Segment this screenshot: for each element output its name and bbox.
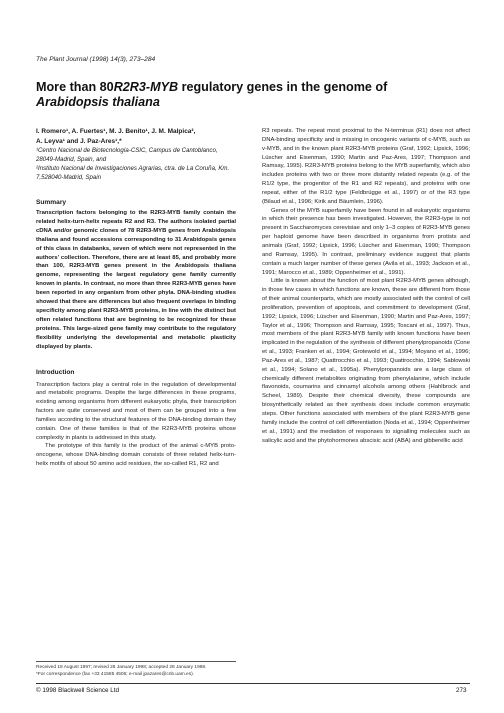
- correspondence-note: *For correspondence (fax +33 41585 4506; e-mail jpazares@cnb.uam.es).: [36, 671, 195, 677]
- summary-text: Transcription factors belonging to the R2R3-MYB family contain the related helix-turn-helix repeats R2 and R3. The authors isolated partial cDNA and/or genomic clones of 78 R2R3-MYB genes from Arabidopsis thaliana and found accessions corresponding to 31 Arabidopsis genes of this class in databanks, seven of which were not represented in the authors' collection. Therefore, there are at least 85, and probably more than 100, R2R3-MYB genes present in the Arabidopsis thaliana genome, representing the largest regulatory gene family currently known in plants. In contrast, no more than three R2R3-MYB genes have been reported in any organism from other phyla. DNA-binding studies showed that there are differences but also frequent overlaps in binding specificity among plant R2R3-MYB proteins, in line with the distinct but often related functions that are beginning to be recognized for these proteins. This large-sized gene family may contribute to the regulatory flexibility underlying the developmental and metabolic plasticity displayed by plants.: [36, 210, 236, 350]
- article-title: [36, 80, 476, 110]
- right-paragraph-1: R3 repeats. The repeat most proximal to the N-terminus (R1) does not affect DNA-binding specificity and is missing in oncogenic variants of c-MYB, such as v-MYB, and in the known plant R2R3-MYB proteins (Graf, 1992; Lipsick, 1996; Lüscher and Eisenman, 1990; Martin and Paz-Ares, 1997; Thompson and Ramsay, 1995). R2R3-MYB proteins belong to the MYB superfamily, which also includes proteins with two or three more distantly related repeats (e.g. of the R1/2 type, the progenitor of the R1 and R2 repeats), and proteins with one repeat, either of the R1/2 type (Feldbrügge et al., 1997) or of the R3 type (Bilaud et al., 1996; Kirik and Bäumlein, 1996).: [262, 128, 470, 205]
- right-paragraph-2: Genes of the MYB superfamily have been found in all eukaryotic organisms in which their presence has been investigated. However, the R2R3-type is not present in Saccharomyces cerevisiae and only 1–3 copies of R2R3-MYB genes per haploid genome have been described in organisms from protists and animals (Graf, 1992; Lipsick, 1996; Lüscher and Eisenman, 1990; Thompson and Ramsay, 1995). In contrast, preliminary evidence suggest that plants contain a much larger number of these genes (Avila et al., 1993; Jackson et al., 1991; Marocco et al., 1989; Oppenheimer et al., 1991).: [262, 207, 470, 276]
- introduction-paragraph-2: The prototype of this family is the product of the animal c-MYB proto-oncogene, whose DNA-binding domain consists of three related helix-turn-helix motifs of about 50 amino acid residues, the so-called R1, R2 and: [36, 443, 236, 468]
- journal-volume-issue: (1998) 14(3), 273–284: [89, 56, 156, 63]
- authors-line-1: I. Romero¹, A. Fuertes¹, M. J. Benito¹, J. M. Malpica²,: [36, 128, 196, 135]
- introduction-heading: Introduction: [36, 368, 75, 376]
- affiliation-1: ¹Centro Nacional de Biotecnología-CSIC, Campus de Cantoblanco, 28049-Madrid, Spain, and: [36, 147, 218, 163]
- copyright: © 1998 Blackwell Science Ltd: [36, 687, 120, 694]
- right-column: [262, 127, 470, 445]
- introduction-paragraph-1: Transcription factors play a central role in the regulation of developmental and metabolic programs. Despite the large differences in these programs, existing among organisms from different eukaryotic phyla, their transcription factors are quite conserved and most of them can be grouped into a few families according to the structural features of the DNA-binding domain they contain. One of these families is that of the R2R3-MYB proteins whose complexity in plants is addressed in this study.: [36, 381, 236, 441]
- journal-citation: [36, 56, 155, 63]
- page-number: 273: [456, 687, 467, 694]
- summary-heading: Summary: [36, 199, 67, 206]
- title-prefix: More than 80: [36, 80, 114, 94]
- affiliation-2: ²Instituto Nacional de Investigaciones Agrarias, ctra. de La Coruña, Km. 7,528040-Madrid, Spain: [36, 165, 230, 181]
- footnote: [36, 661, 236, 679]
- title-middle: regulatory genes in the genome of: [178, 80, 388, 94]
- received-dates: Received 18 August 1997; revised 26 January 1998; accepted 28 January 1998.: [36, 665, 207, 670]
- journal-name: The Plant Journal: [36, 56, 88, 63]
- footer-divider: [36, 683, 470, 684]
- left-column: [36, 127, 236, 469]
- right-paragraph-3: Little is known about the function of most plant R2R3-MYB genes although, in those few cases in which functions are known, these are different from those of their animal counterparts, which are mostly associated with the control of cell proliferation, prevention of apoptosis, and commitment to development (Graf, 1992; Lipsick, 1996; Lüscher and Eisenman, 1990; Martin and Paz-Ares, 1997; Taylor et al., 1996; Thompson and Ramsay, 1995; Toscani et al., 1997). Thus, most members of the plant R2R3-MYB family with known functions have been implicated in the regulation of the synthesis of different phenylpropanoids (Cone et al., 1993; Franken et al., 1994; Grotewold et al., 1994; Moyano et al., 1996; Paz-Ares et al., 1987; Quattrocchio et al., 1993; Quattrocchio, 1994; Sablowski et al., 1994; Solano et al., 1995a). Phenylpropanoids are a large class of chemically different metabolites originating from phenylalanine, which include flavonoids, coumarins and cinnamyl alcohols among others (Hahlbrock and Scheel, 1989). Despite their chemical diversity, these compounds are biosynthetically related as their synthesis does include common enzymatic steps. Other functions associated with members of the plant R2R3-MYB gene family include the control of cell differentiation (Noda et al., 1994; Oppenheimer et al., 1991) and the mediation of responses to signalling molecules such as salicylic acid and the phytohormones abscisic acid (ABA) and gibberellic acid: [262, 278, 470, 444]
- title-species: Arabidopsis thaliana: [36, 95, 160, 109]
- authors-line-2: A. Leyva¹ and J. Paz-Ares¹,*: [36, 137, 122, 145]
- title-gene: R2R3-MYB: [113, 80, 179, 94]
